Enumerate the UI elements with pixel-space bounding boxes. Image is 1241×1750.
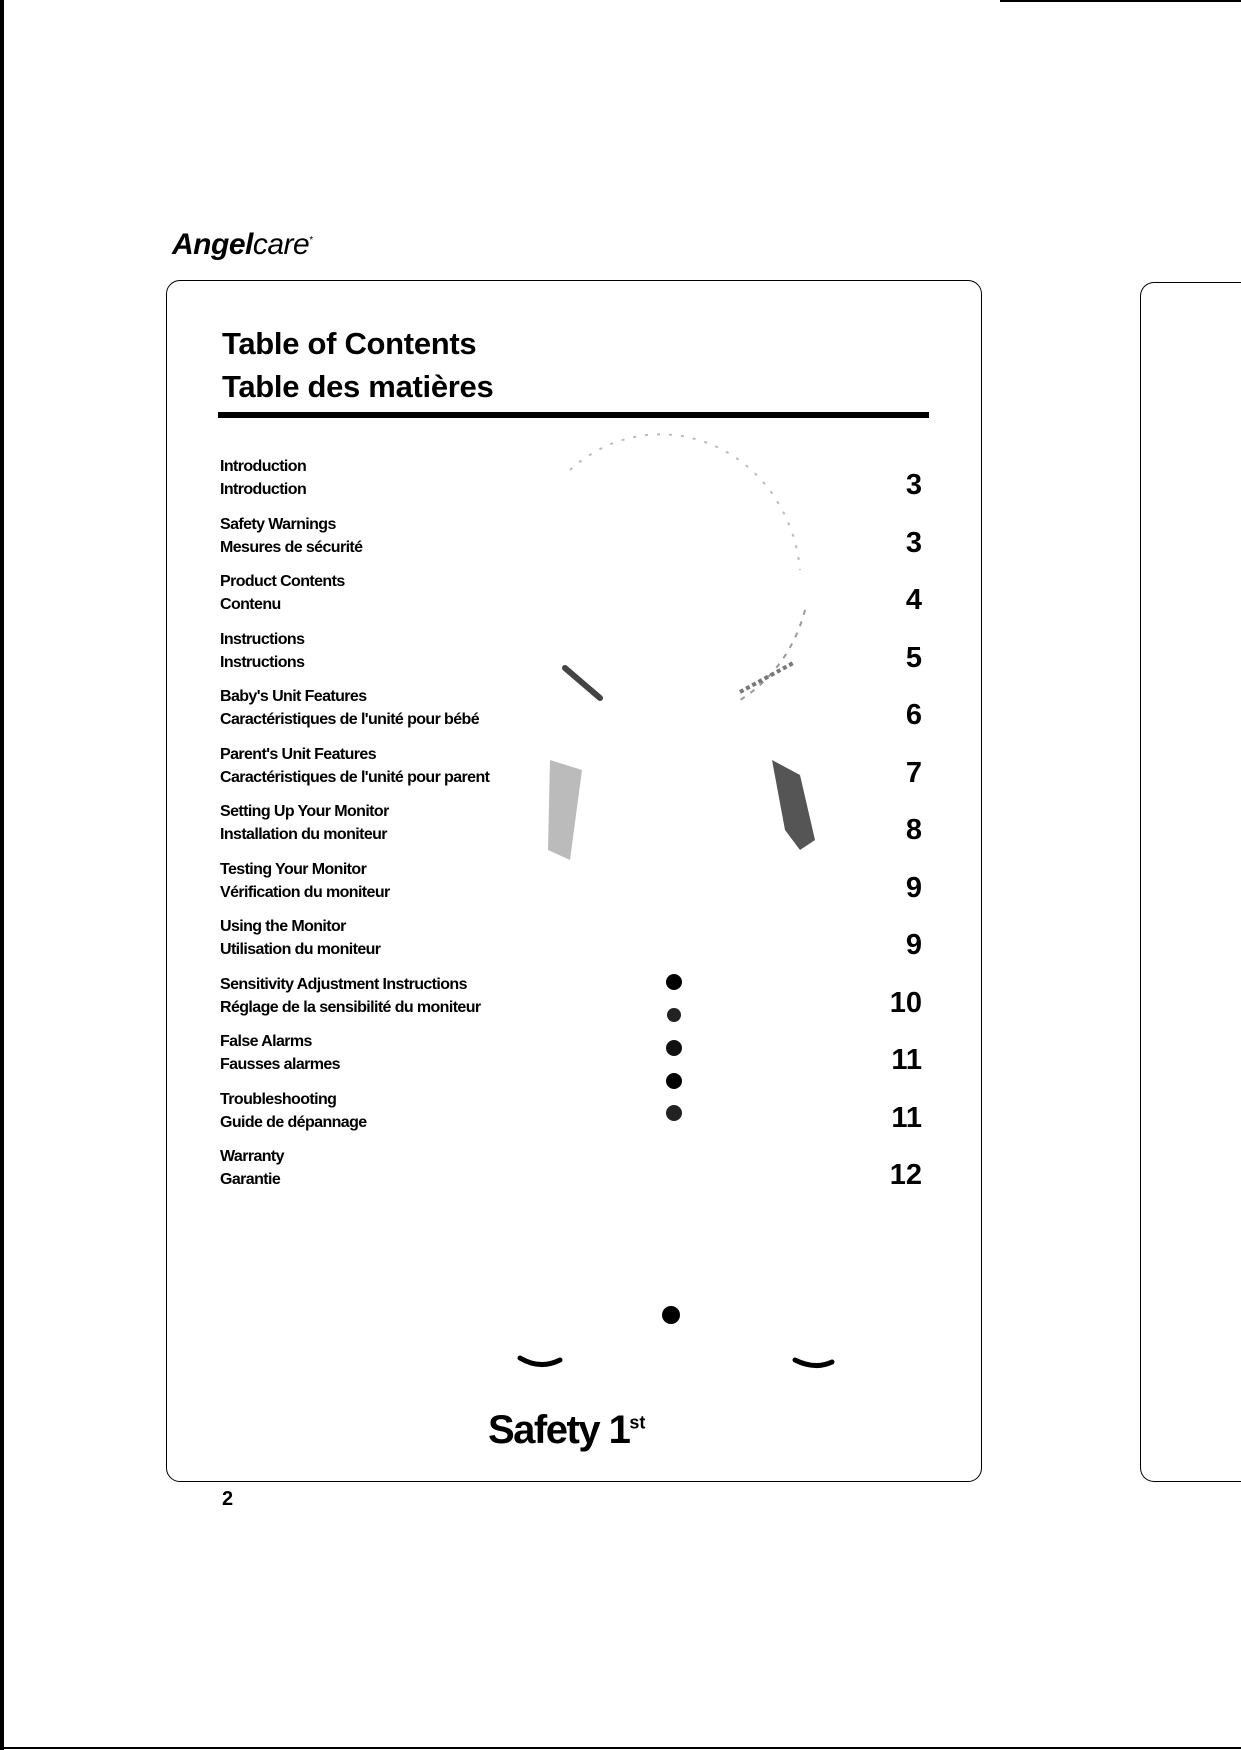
toc-entry[interactable] — [220, 513, 930, 571]
toc-entry-english: Sensitivity Adjustment Instructions — [220, 975, 467, 993]
toc-entry-french: Instructions — [220, 653, 305, 671]
brand-mark: * — [309, 235, 313, 246]
toc-page-number: 8 — [905, 814, 922, 846]
scan-edge-left — [0, 0, 4, 1750]
toc-page-number: 3 — [905, 469, 922, 501]
scan-edge-top — [1000, 0, 1241, 2]
toc-entry[interactable] — [220, 915, 930, 973]
footer-logo-text: Safety 1 — [488, 1408, 630, 1452]
table-of-contents — [220, 455, 930, 1203]
toc-entry-english: Testing Your Monitor — [220, 860, 367, 878]
toc-page-number: 7 — [905, 756, 922, 789]
toc-entry-french: Fausses alarmes — [220, 1056, 340, 1073]
toc-entry[interactable] — [220, 628, 930, 686]
brand-logo — [172, 228, 313, 262]
facing-page-panel — [1140, 282, 1241, 1482]
toc-entry-french: Vérification du moniteur — [220, 883, 390, 901]
toc-entry-english: Baby's Unit Features — [220, 688, 367, 705]
toc-entry[interactable] — [220, 1088, 930, 1146]
toc-page-number: 5 — [905, 641, 922, 674]
title-english: Table of Contents — [222, 326, 477, 361]
toc-entry-english: Parent's Unit Features — [220, 745, 376, 763]
brand-name-bold: Angel — [172, 228, 253, 261]
footer-logo-superscript: st — [629, 1412, 646, 1433]
toc-page-number: 9 — [905, 871, 922, 904]
toc-entry[interactable] — [220, 1145, 930, 1203]
toc-page-number: 6 — [905, 699, 922, 731]
toc-entry-english: Setting Up Your Monitor — [220, 803, 389, 820]
toc-entry[interactable] — [220, 685, 930, 743]
toc-page-number: 11 — [891, 1101, 922, 1134]
toc-page-number: 10 — [889, 986, 922, 1019]
toc-entry[interactable] — [220, 800, 930, 858]
toc-entry-french: Introduction — [220, 481, 307, 498]
toc-page-number: 9 — [905, 929, 922, 961]
toc-entry[interactable] — [220, 455, 930, 513]
toc-entry-french: Installation du moniteur — [220, 826, 387, 843]
page-number: 2 — [222, 1488, 234, 1510]
toc-entry[interactable] — [220, 973, 930, 1031]
toc-entry-french: Utilisation du moniteur — [220, 941, 381, 958]
toc-entry-english: Using the Monitor — [220, 918, 346, 935]
toc-entry-english: Troubleshooting — [220, 1090, 337, 1108]
toc-page-number: 11 — [891, 1044, 922, 1076]
toc-page-number: 4 — [905, 584, 922, 616]
title-french: Table des matières — [222, 369, 494, 404]
toc-entry[interactable] — [220, 1030, 930, 1088]
brand-name-light: care — [252, 228, 310, 261]
toc-entry-french: Guide de dépannage — [220, 1113, 367, 1131]
toc-entry[interactable] — [220, 858, 930, 916]
toc-entry-english: Safety Warnings — [220, 515, 336, 533]
safety-first-logo — [488, 1408, 645, 1453]
page-title — [222, 322, 493, 408]
toc-entry[interactable] — [220, 570, 930, 628]
toc-page-number: 3 — [905, 526, 922, 559]
toc-page-number: 12 — [889, 1159, 922, 1191]
toc-entry-french: Mesures de sécurité — [220, 538, 363, 556]
toc-entry-french: Garantie — [220, 1171, 281, 1188]
toc-entry[interactable] — [220, 743, 930, 801]
toc-entry-english: False Alarms — [220, 1033, 312, 1050]
toc-entry-french: Réglage de la sensibilité du moniteur — [220, 998, 481, 1016]
toc-entry-english: Introduction — [220, 458, 307, 475]
toc-entry-french: Caractéristiques de l'unité pour parent — [220, 768, 490, 786]
toc-entry-english: Product Contents — [220, 573, 345, 590]
toc-entry-english: Instructions — [220, 630, 305, 648]
toc-entry-french: Caractéristiques de l'unité pour bébé — [220, 711, 480, 728]
toc-entry-french: Contenu — [220, 596, 281, 613]
scan-edge-bottom — [0, 1747, 1241, 1749]
toc-entry-english: Warranty — [220, 1148, 284, 1165]
title-rule — [218, 412, 929, 418]
